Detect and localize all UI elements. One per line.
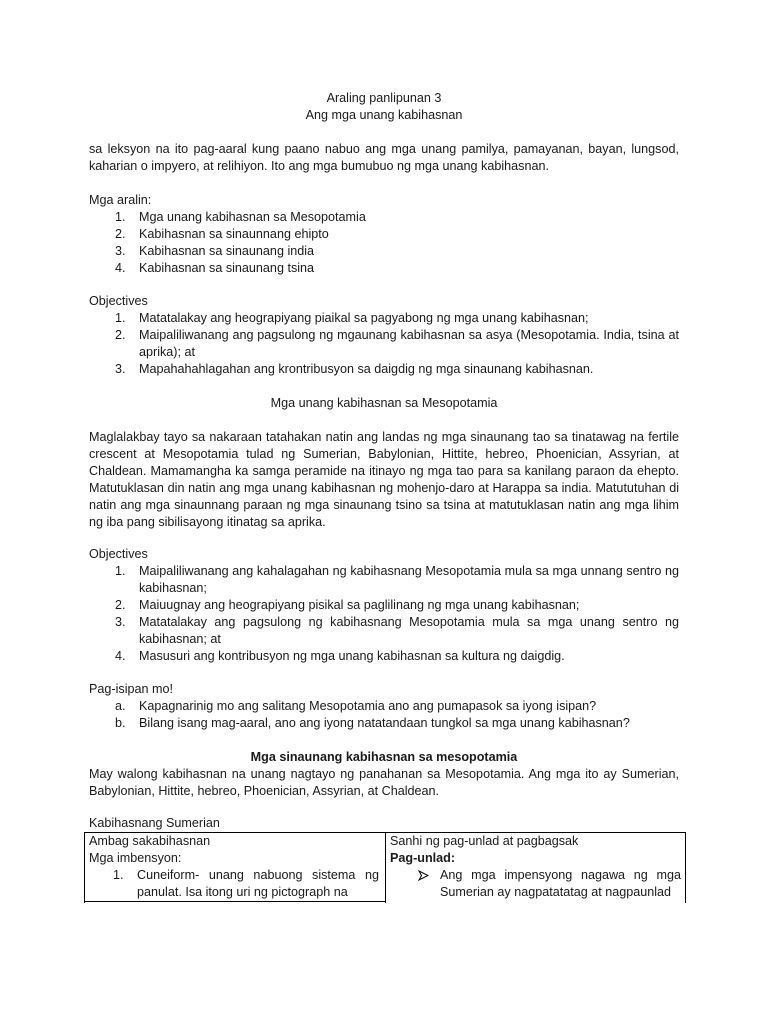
list-item (115, 243, 679, 260)
list-text: Kabihasnan sa sinaunang india (139, 244, 315, 258)
list-text: Bilang isang mag-aaral, ano ang iyong natatandaan tungkol sa mga unang kabihasnan? (139, 716, 630, 730)
list-text: Cuneiform- unang nabuong sistema ng panulat. Isa itong uri ng pictograph na (137, 868, 379, 899)
think-section (89, 681, 679, 732)
list-item (115, 260, 679, 277)
list-item (115, 563, 679, 597)
lessons-section (89, 192, 679, 277)
list-text: Maiuugnay ang heograpiyang pisikal sa paglilinang ng mga unang kabihasnan; (139, 598, 580, 612)
list-text: Kapagnarinig mo ang salitang Mesopotamia ano ang pumapasok sa iyong isipan? (139, 699, 597, 713)
arrow-bullet-icon (418, 867, 429, 886)
list-number: 1. (113, 868, 124, 882)
intro-paragraph: sa leksyon na ito pag-aaral kung paano nabuo ang mga unang pamilya, pamayanan, bayan, lungsod, kaharian o impyero, at relihiyon. Ito ang mga bumubuo ng mga unang kabihasnan. (89, 142, 679, 173)
list-number: 2. (115, 598, 126, 612)
table-bottom-border (84, 901, 385, 902)
list-text: Matatalakay ang pagsulong ng kabihasnang Mesopotamia mula sa mga unang sentro ng kabihasnan; at (139, 615, 679, 646)
table-subheader-right: Pag-unlad: (390, 851, 456, 865)
list-item (115, 226, 679, 243)
sumerian-table (84, 832, 686, 903)
list-text: Mga unang kabihasnan sa Mesopotamia (139, 210, 366, 224)
list-item (115, 597, 679, 614)
list-text: Mapahahahlagahan ang krontribusyon sa daigdig ng mga sinaunang kabihasnan. (139, 362, 594, 376)
list-number: 3. (115, 244, 126, 258)
table-subheader-left: Mga imbensyon: (89, 851, 182, 865)
list-number: 1. (115, 311, 126, 325)
table-cell-right (386, 867, 685, 901)
list-text: Matatalakay ang heograpiyang piaikal sa pagyabong ng mga unang kabihasnan; (139, 311, 589, 325)
list-text: Ang mga impensyong nagawa ng mga Sumerian ay nagpatatatag at nagpaunlad (440, 868, 681, 899)
section-title-mesopotamia: Mga unang kabihasnan sa Mesopotamia (270, 396, 498, 410)
table-caption: Kabihasnang Sumerian (89, 816, 220, 830)
lessons-heading: Mga aralin: (89, 193, 152, 207)
list-item (115, 209, 679, 226)
think-heading: Pag-isipan mo! (89, 682, 173, 696)
list-number: 3. (115, 362, 126, 376)
list-number: 4. (115, 261, 126, 275)
ancient-paragraph: May walong kabihasnan na unang nagtayo ng panahanan sa Mesopotamia. Ang mga ito ay Sumerian, Babylonian, Hittite, hebreo, Phoenician, Assyrian, at Chaldean. (89, 767, 679, 798)
list-item (115, 327, 679, 361)
list-text: Masusuri ang kontribusyon ng mga unang kabihasnan sa kultura ng daigdig. (139, 649, 565, 663)
document-subtitle: Ang mga unang kabihasnan (305, 108, 463, 122)
list-item (115, 310, 679, 327)
table-column-right (386, 833, 685, 903)
table-column-left (85, 833, 386, 903)
table-list-item (89, 867, 381, 901)
list-text: Kabihasnan sa sinaunnang ehipto (139, 227, 329, 241)
list-text: Maipaliliwanang ang kahalagahan ng kabihasnang Mesopotamia mula sa mga unnang sentro ng kabihasnan; (139, 564, 679, 595)
list-number: 2. (115, 227, 126, 241)
list-item (115, 648, 679, 665)
table-list-item (390, 867, 681, 901)
list-number: 3. (115, 615, 126, 629)
list-number: 2. (115, 328, 126, 342)
list-number: 1. (115, 210, 126, 224)
section-title-ancient: Mga sinaunang kabihasnan sa mesopotamia (250, 750, 518, 764)
list-text: Maipaliliwanang ang pagsulong ng mgaunang kabihasnan sa asya (Mesopotamia. India, tsina at aprika); at (139, 328, 679, 359)
list-item (115, 614, 679, 648)
objectives-heading: Objectives (89, 294, 148, 308)
table-cell-left (85, 867, 385, 901)
table-header-left: Ambag sakabihasnan (89, 834, 211, 848)
list-letter: b. (115, 716, 126, 730)
objectives-section-1 (89, 293, 679, 378)
list-number: 1. (115, 564, 126, 578)
list-item (115, 361, 679, 378)
list-item (115, 715, 679, 732)
list-text: Kabihasnan sa sinaunang tsina (139, 261, 315, 275)
objectives-section-2 (89, 546, 679, 665)
objectives-heading: Objectives (89, 547, 148, 561)
document-title: Araling panlipunan 3 (326, 91, 442, 105)
list-letter: a. (115, 699, 126, 713)
mesopotamia-paragraph: Maglalakbay tayo sa nakaraan tatahakan natin ang landas ng mga sinaunang tao sa tinatawag na fertile crescent at Mesopotamia tulad ng Sumerian, Babylonian, Hittite, hebreo, Phoenician, Assyrian, at Chaldean. Mamamangha ka samga peramide na itinayo ng mga tao para sa kanilang paraon da ehepto. Matutuklasan din natin ang mga unang kabihasnan ng mohenjo-daro at Harappa sa india. Matututuhan di natin ang mga sinaunnang paraan ng mga sinaunang tsino sa tsina at matutuklasan natin ang mga lihim ng iba pang sibilisayong itinatag sa aprika. (89, 430, 679, 529)
table-header-right: Sanhi ng pag-unlad at pagbagsak (390, 834, 579, 848)
list-number: 4. (115, 649, 126, 663)
list-item (115, 698, 679, 715)
